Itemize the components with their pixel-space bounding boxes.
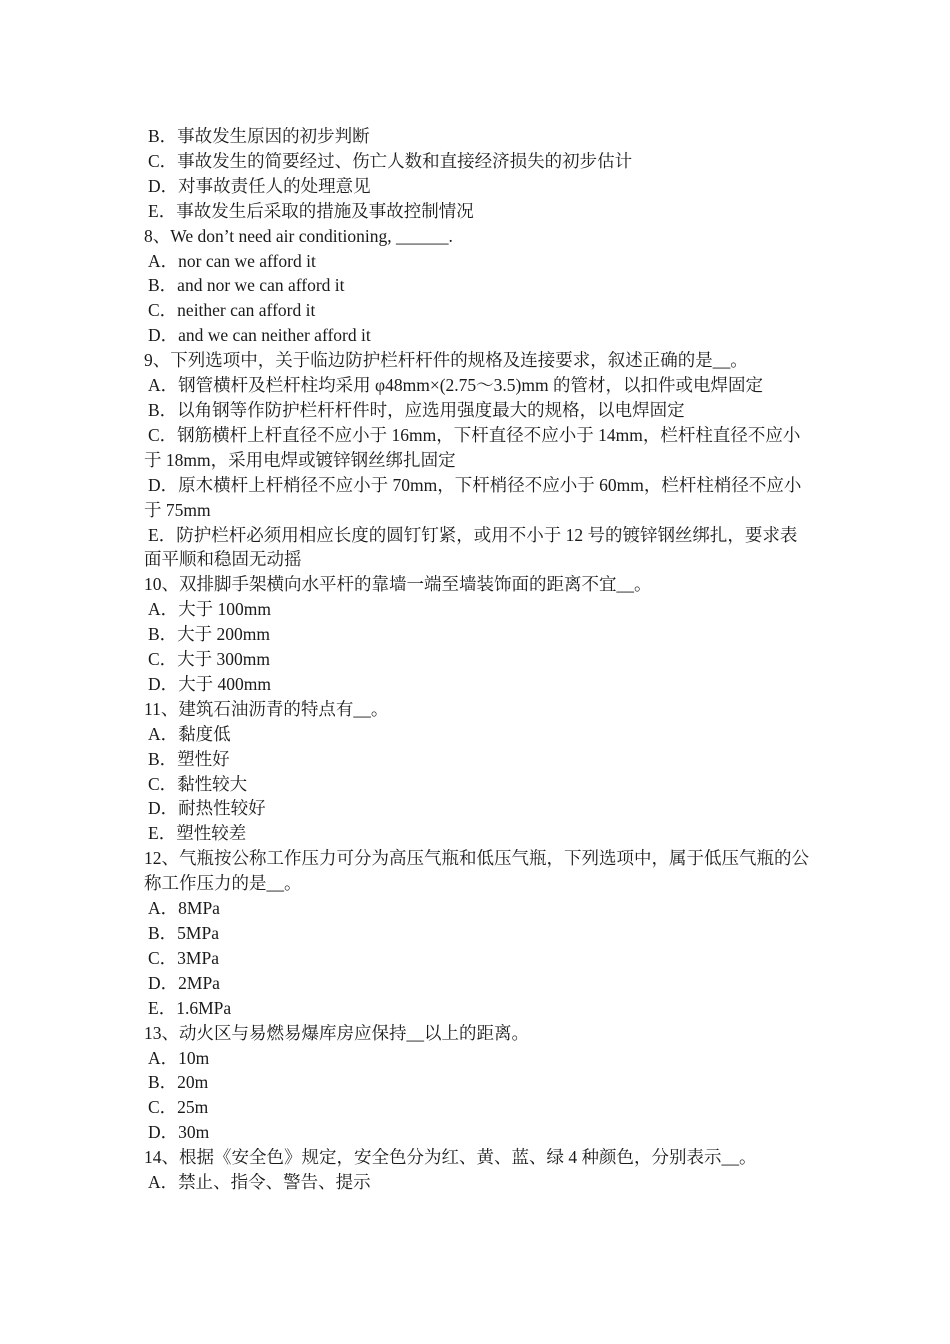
answer-option: D．原木横杆上杆梢径不应小于 70mm，下杆梢径不应小于 60mm，栏杆柱梢径不应小于 75mm	[144, 474, 802, 520]
answer-option: B．大于 200mm	[148, 624, 271, 645]
question-stem: 11、建筑石油沥青的特点有__。	[144, 698, 389, 719]
answer-option: C．大于 300mm	[148, 649, 271, 670]
question-stem: 12、气瓶按公称工作压力可分为高压气瓶和低压气瓶，下列选项中，属于低压气瓶的公称工作压力的是__。	[144, 848, 809, 894]
answer-option: A．nor can we afford it	[148, 250, 316, 271]
answer-option: E．防护栏杆必须用相应长度的圆钉钉紧，或用不小于 12 号的镀锌钢丝绑扎，要求表面平顺和稳固无动摇	[144, 524, 798, 570]
answer-option: B．and nor we can afford it	[148, 275, 345, 296]
answer-option: A．黏度低	[148, 723, 231, 744]
answer-option: B．20m	[148, 1072, 209, 1093]
question-stem: 10、双排脚手架横向水平杆的靠墙一端至墙装饰面的距离不宜__。	[144, 574, 652, 595]
question-stem: 14、根据《安全色》规定，安全色分为红、黄、蓝、绿 4 种颜色，分别表示__。	[144, 1147, 757, 1168]
answer-option: A．10m	[148, 1047, 210, 1068]
answer-option: C．25m	[148, 1097, 209, 1118]
answer-option: E．事故发生后采取的措施及事故控制情况	[148, 200, 474, 221]
answer-option: C．3MPa	[148, 947, 219, 968]
document-page	[144, 124, 810, 1195]
answer-option: A．禁止、指令、警告、提示	[148, 1172, 371, 1193]
answer-option: D．对事故责任人的处理意见	[148, 175, 371, 196]
answer-option: D．and we can neither afford it	[148, 325, 371, 346]
answer-option: B．5MPa	[148, 923, 219, 943]
answer-option: A．大于 100mm	[148, 599, 271, 620]
answer-option: B．以角钢等作防护栏杆杆件时，应选用强度最大的规格，以电焊固定	[148, 399, 685, 420]
answer-option: D．大于 400mm	[148, 673, 271, 694]
answer-option: A．钢管横杆及栏杆柱均采用 φ48mm×(2.75～3.5)mm 的管材，以扣件或电焊固定	[148, 375, 763, 396]
answer-option: E．1.6MPa	[148, 997, 232, 1018]
answer-option: D．30m	[148, 1122, 210, 1143]
question-stem: 9、下列选项中，关于临边防护栏杆杆件的规格及连接要求，叙述正确的是__。	[144, 350, 748, 371]
answer-option: B．塑性好	[148, 748, 230, 769]
answer-option: D．耐热性较好	[148, 798, 266, 819]
answer-option: B．事故发生原因的初步判断	[148, 126, 370, 146]
answer-option: C．黏性较大	[148, 773, 248, 794]
answer-option: A．8MPa	[148, 898, 220, 919]
answer-option: C．neither can afford it	[148, 300, 316, 321]
answer-option: E．塑性较差	[148, 823, 247, 844]
question-stem: 13、动火区与易燃易爆库房应保持__以上的距离。	[144, 1022, 529, 1043]
answer-option: C．钢筋横杆上杆直径不应小于 16mm，下杆直径不应小于 14mm，栏杆柱直径不应小于 18mm，采用电焊或镀锌钢丝绑扎固定	[144, 424, 801, 470]
question-stem: 8、We don’t need air conditioning, ______.	[144, 225, 453, 246]
answer-option: D．2MPa	[148, 972, 220, 993]
answer-option: C．事故发生的简要经过、伤亡人数和直接经济损失的初步估计	[148, 150, 633, 171]
